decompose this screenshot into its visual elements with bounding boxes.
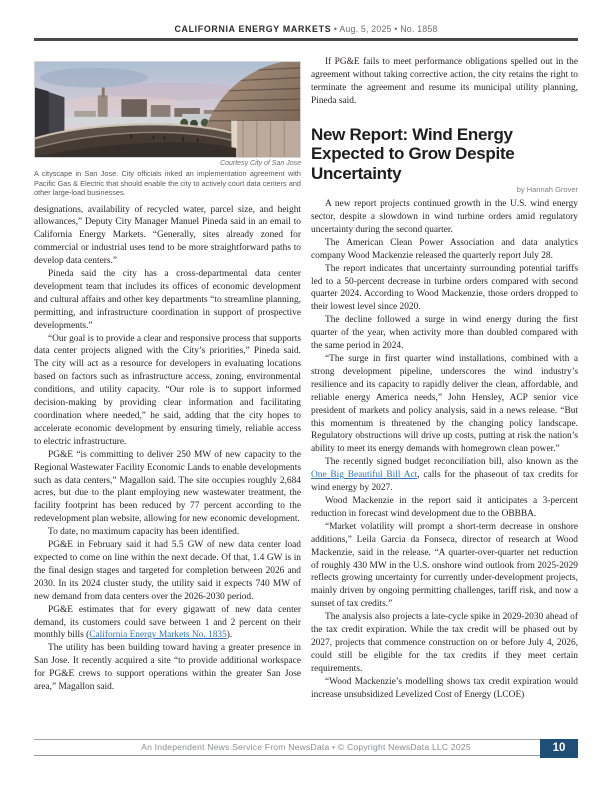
issue-date: • Aug. 5, 2025 • No. 1858 [331, 24, 438, 34]
body-paragraph: Wood Mackenzie in the report said it anticipates a 3-percent reduction in forecast wind development due to the OBBBA. [311, 495, 578, 519]
photo-caption: A cityscape in San Jose. City officials inked an implementation agreement with Pacific Gas & Electric that should enable the city to actively court data centers and other large-load businesses. [34, 169, 301, 197]
footer-text: An Independent News Service From NewsData • © Copyright NewsData LLC 2025 [141, 742, 471, 752]
body-paragraph: The analysis also projects a late-cycle spike in 2029-2030 ahead of the tax credit expiration. While the tax credit will be phased out by 2027, projects that commence construction on or before July 4, 2026, could still be eligible for the tax credits if they meet certain requirements. [311, 612, 578, 674]
body-paragraph: The recently signed budget reconciliation bill, also known as the One Big Beautiful Bill Act, calls for the phaseout of tax credits for wind energy by 2027. [311, 457, 578, 494]
body-paragraph: The report indicates that uncertainty surrounding potential tariffs led to a 50-percent decrease in turbine orders compared with second quarter 2024. According to Wood Mackenzie, those orders dropped to their lowest level since 2020. [311, 263, 578, 313]
body-paragraph: The utility has been building toward having a greater presence in San Jose. It recently acquired a site “to provide additional workspace for PG&E crews to support operations within the greater San Jose area,” Magallon said. [34, 643, 301, 693]
article-byline: by Hannah Grover [516, 185, 578, 195]
publication-name: CALIFORNIA ENERGY MARKETS [174, 24, 332, 34]
header-rule [34, 38, 578, 41]
body-paragraph: PG&E “is committing to deliver 250 MW of new capacity to the Regional Wastewater Facility Economic Lands to enable developments such as data centers,” Magallon said. The site occupies roughly 2,684 acres, but due to the plant employing new wastewater treatment, the facility footprint has been reduced by 77 percent according to the redevelopment plan website, allowing for new economic development. [34, 449, 301, 525]
article-headline: New Report: Wind Energy Expected to Grow Despite Uncertainty [311, 124, 515, 183]
photo-credit: Courtesy City of San Jose [220, 160, 301, 167]
article-body [311, 198, 578, 701]
body-paragraph: designations, availability of recycled water, parcel size, and height allowances,” Deputy City Manager Manuel Pineda said in an email to California Energy Markets. “Generally, sites already zoned for commercial or industrial uses tend to be more straightforward paths to develop data centers.” [34, 204, 301, 267]
body-paragraph: “Market volatility will prompt a short-term decrease in onshore additions,” Leila Garcia da Fonseca, director of research at Wood Mackenzie, said in the release. “A quarter-over-quarter net reduction of roughly 430 MW in the U.S. onshore wind outlook from 2025-2029 reflects growing uncertainty for currently under-development projects, mainly driven by ongoing permitting challenges, tariff risk, and now a sunset of tax credits.” [311, 521, 578, 610]
right-column [311, 56, 578, 701]
masthead [34, 24, 578, 34]
inline-link[interactable]: One Big Beautiful Bill Act [311, 470, 418, 481]
left-column-body [34, 204, 301, 694]
two-column-layout [34, 56, 578, 701]
body-paragraph: “Wood Mackenzie’s modelling shows tax credit expiration would increase unsubsidized Levelized Cost of Energy (LCOE) [311, 676, 578, 700]
page-number-badge: 10 [540, 739, 578, 758]
body-paragraph: Pineda said the city has a cross-departmental data center development team that includes its offices of economic development and cultural affairs and other key departments “to streamline planning, permitting, and infrastructure coordination in support of prospective developments.” [34, 269, 301, 331]
left-column [34, 56, 301, 701]
body-paragraph: The decline followed a surge in wind energy during the first quarter of the year, when activity more than doubled compared with the same period in 2024. [311, 315, 578, 352]
body-paragraph: A new report projects continued growth in the U.S. wind energy sector, despite a slowdown in wind turbine orders amid regulatory uncertainty during the second quarter. [311, 199, 578, 235]
body-paragraph: The American Clean Power Association and data analytics company Wood Mackenzie released the quarterly report July 28. [311, 237, 578, 261]
body-paragraph: If PG&E fails to meet performance obligations spelled out in the agreement without taking corrective action, the city retains the right to terminate the agreement and resume its municipal utility planning, Pineda said. [311, 57, 578, 106]
article-photo [34, 61, 301, 158]
body-paragraph: To date, no maximum capacity has been identified. [48, 527, 240, 538]
previous-article-continuation [311, 56, 578, 108]
body-paragraph: PG&E estimates that for every gigawatt of new data center demand, its customers could save between 1 and 2 percent on their monthly bills (California Energy Markets No. 1835). [34, 604, 301, 641]
body-paragraph: “Our goal is to provide a clear and responsive process that supports data center projects aligned with the City’s priorities,” Pineda said. The city will act as a resource for developers in evaluating locations based on factors such as infrastructure access, zoning, environmental conditions, and utility capacity. “Our role is to support informed decision-making by providing clear information and facilitating coordination where needed,” he said, adding that the city hopes to accelerate economic development by ensuring timely, reliable access to electric infrastructure. [34, 333, 301, 447]
inline-link[interactable]: California Energy Markets No. 1835 [89, 630, 227, 641]
body-paragraph: “The surge in first quarter wind installations, combined with a strong development pipeline, underscores the wind industry’s resilience and its capacity to rapidly deliver the clean, affordable, and reliable energy America needs,” John Hensley, ACP senior vice president of markets and policy analysis, said in a news release. “But this momentum is threatened by the changing policy landscape. Regulatory obstructions will drive up costs, putting at risk the nation’s ability to meet its energy demands with homegrown clean power.” [311, 354, 578, 455]
page-header [34, 24, 578, 41]
body-paragraph: PG&E in February said it had 5.5 GW of new data center load expected to come on line within the next decade. Of that, 1.4 GW is in the final design stages and targeted for completion between 2026 and 2030. In its 2024 cluster study, the utility said it expects 740 MW of new demand from data centers over the 2026-2030 period. [34, 540, 301, 602]
page-footer [34, 739, 578, 756]
cityscape-illustration [35, 62, 300, 157]
